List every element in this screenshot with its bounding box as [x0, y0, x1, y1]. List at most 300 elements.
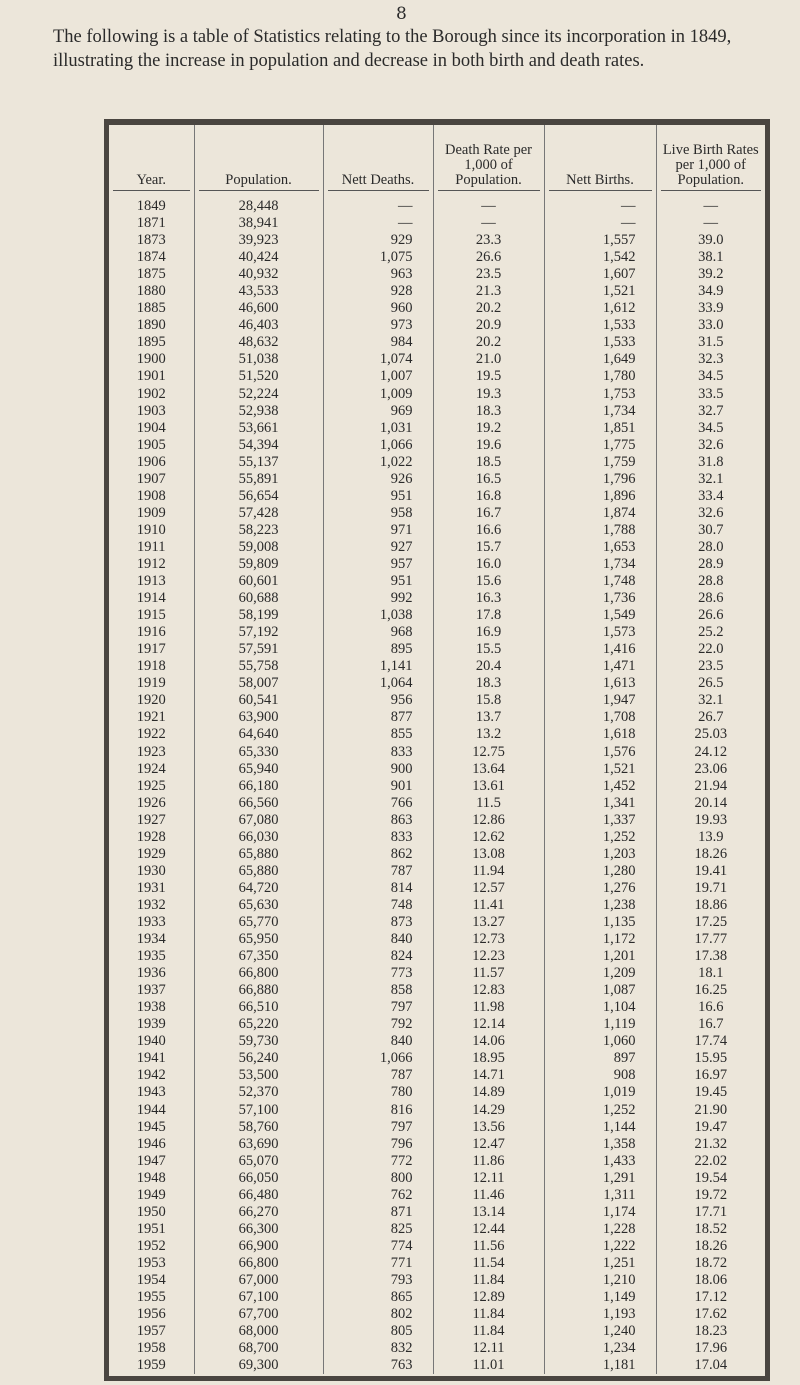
cell-year: 1927: [136, 811, 166, 828]
cell-year: 1934: [136, 931, 166, 948]
cell-year: 1943: [136, 1084, 166, 1101]
cell-year: 1901: [136, 368, 166, 385]
cell-deaths: 814: [323, 880, 433, 897]
cell-deaths: 951: [323, 573, 433, 590]
cell-year: 1919: [136, 675, 166, 692]
cell-death-rate: 12.11: [433, 1170, 544, 1187]
cell-births: 1,533: [544, 334, 656, 351]
cell-deaths: 796: [323, 1136, 433, 1153]
cell-birth-rate: 19.72: [656, 1187, 765, 1204]
cell-deaths: 927: [323, 539, 433, 556]
cell-year: 1947: [136, 1152, 166, 1169]
cell-births: 1,734: [544, 403, 656, 420]
cell-population: 57,591: [194, 641, 323, 658]
cell-deaths: —: [323, 215, 433, 232]
table-row: [109, 1221, 765, 1238]
cell-population: 66,800: [194, 1255, 323, 1272]
cell-year: 1957: [136, 1323, 166, 1340]
cell-deaths: 832: [323, 1340, 433, 1357]
cell-births: 1,172: [544, 931, 656, 948]
table-row: [109, 386, 765, 403]
cell-birth-rate: 21.32: [656, 1136, 765, 1153]
table-row: [109, 194, 765, 215]
cell-year: 1903: [136, 402, 166, 419]
cell-year: 1909: [136, 504, 166, 521]
cell-year: 1931: [136, 879, 166, 896]
table-row: [109, 829, 765, 846]
cell-population: 57,100: [194, 1101, 323, 1118]
cell-population: 65,880: [194, 846, 323, 863]
table-row: [109, 999, 765, 1016]
cell-deaths: 793: [323, 1272, 433, 1289]
cell-year: 1959: [136, 1357, 166, 1374]
cell-birth-rate: 26.6: [656, 607, 765, 624]
cell-birth-rate: 17.12: [656, 1289, 765, 1306]
cell-deaths: 771: [323, 1255, 433, 1272]
cell-birth-rate: 20.14: [656, 795, 765, 812]
cell-deaths: 855: [323, 726, 433, 743]
cell-year: 1849: [136, 198, 166, 215]
cell-birth-rate: 31.5: [656, 334, 765, 351]
table-row: [109, 1101, 765, 1118]
cell-deaths: 1,022: [323, 454, 433, 471]
cell-births: 1,135: [544, 914, 656, 931]
cell-death-rate: 12.83: [433, 982, 544, 999]
cell-death-rate: 21.0: [433, 351, 544, 368]
cell-population: 65,070: [194, 1153, 323, 1170]
cell-year: 1923: [136, 743, 166, 760]
cell-birth-rate: 17.71: [656, 1204, 765, 1221]
cell-population: 52,370: [194, 1084, 323, 1101]
cell-birth-rate: 19.41: [656, 863, 765, 880]
cell-death-rate: 14.71: [433, 1067, 544, 1084]
table-row: [109, 1255, 765, 1272]
cell-birth-rate: 18.52: [656, 1221, 765, 1238]
cell-births: 1,533: [544, 317, 656, 334]
cell-deaths: 824: [323, 948, 433, 965]
cell-population: 65,940: [194, 761, 323, 778]
cell-death-rate: 12.75: [433, 744, 544, 761]
cell-population: 66,030: [194, 829, 323, 846]
cell-births: 1,775: [544, 437, 656, 454]
cell-population: 65,770: [194, 914, 323, 931]
cell-deaths: 762: [323, 1187, 433, 1204]
cell-population: 43,533: [194, 283, 323, 300]
cell-population: 58,760: [194, 1119, 323, 1136]
cell-population: 67,080: [194, 812, 323, 829]
cell-birth-rate: 26.5: [656, 675, 765, 692]
cell-year: 1890: [136, 317, 166, 334]
cell-births: 1,087: [544, 982, 656, 999]
cell-deaths: 1,074: [323, 351, 433, 368]
cell-year: 1871: [136, 215, 166, 232]
cell-births: 1,734: [544, 556, 656, 573]
cell-year: 1938: [136, 999, 166, 1016]
cell-birth-rate: 22.0: [656, 641, 765, 658]
cell-births: 1,433: [544, 1153, 656, 1170]
cell-birth-rate: 22.02: [656, 1153, 765, 1170]
cell-year: 1874: [136, 249, 166, 266]
cell-births: 1,358: [544, 1136, 656, 1153]
table-row: [109, 1067, 765, 1084]
table-row: [109, 351, 765, 368]
table-row: [109, 300, 765, 317]
cell-births: 1,780: [544, 368, 656, 385]
table-row: [109, 1050, 765, 1067]
cell-year: 1940: [136, 1033, 166, 1050]
cell-death-rate: 11.01: [433, 1357, 544, 1374]
cell-births: 1,251: [544, 1255, 656, 1272]
table-row: [109, 846, 765, 863]
cell-deaths: 968: [323, 624, 433, 641]
cell-births: 1,222: [544, 1238, 656, 1255]
table-row: [109, 283, 765, 300]
table-row: [109, 1357, 765, 1374]
cell-population: 66,510: [194, 999, 323, 1016]
cell-death-rate: 11.84: [433, 1272, 544, 1289]
table-row: [109, 573, 765, 590]
cell-birth-rate: 32.3: [656, 351, 765, 368]
cell-year: 1873: [136, 232, 166, 249]
cell-births: 908: [544, 1067, 656, 1084]
cell-death-rate: 19.5: [433, 368, 544, 385]
cell-deaths: 1,066: [323, 437, 433, 454]
cell-birth-rate: 25.03: [656, 726, 765, 743]
cell-year: 1925: [136, 777, 166, 794]
cell-deaths: 928: [323, 283, 433, 300]
cell-birth-rate: 32.7: [656, 403, 765, 420]
cell-death-rate: 12.89: [433, 1289, 544, 1306]
cell-year: 1939: [136, 1016, 166, 1033]
cell-population: 28,448: [194, 194, 323, 215]
cell-death-rate: 12.47: [433, 1136, 544, 1153]
cell-population: 67,350: [194, 948, 323, 965]
table-row: [109, 215, 765, 232]
cell-birth-rate: 15.95: [656, 1050, 765, 1067]
cell-death-rate: 11.56: [433, 1238, 544, 1255]
cell-death-rate: 12.23: [433, 948, 544, 965]
cell-death-rate: 13.56: [433, 1119, 544, 1136]
cell-death-rate: 19.2: [433, 420, 544, 437]
cell-population: 66,560: [194, 795, 323, 812]
cell-births: 1,653: [544, 539, 656, 556]
cell-population: 60,541: [194, 692, 323, 709]
header-year: Year.: [109, 125, 194, 194]
cell-year: 1942: [136, 1067, 166, 1084]
cell-population: 66,480: [194, 1187, 323, 1204]
table-row: [109, 1323, 765, 1340]
cell-births: 1,252: [544, 829, 656, 846]
table-row: [109, 539, 765, 556]
cell-births: —: [544, 194, 656, 215]
cell-population: 66,300: [194, 1221, 323, 1238]
cell-year: 1916: [136, 624, 166, 641]
cell-deaths: 957: [323, 556, 433, 573]
header-deaths: Nett Deaths.: [323, 125, 433, 194]
cell-year: 1917: [136, 641, 166, 658]
cell-death-rate: 13.14: [433, 1204, 544, 1221]
cell-births: 1,521: [544, 761, 656, 778]
cell-birth-rate: 17.77: [656, 931, 765, 948]
table-row: [109, 1306, 765, 1323]
cell-year: 1945: [136, 1118, 166, 1135]
cell-deaths: 774: [323, 1238, 433, 1255]
cell-population: 60,688: [194, 590, 323, 607]
cell-deaths: 1,007: [323, 368, 433, 385]
cell-year: 1944: [136, 1101, 166, 1118]
cell-deaths: 858: [323, 982, 433, 999]
cell-births: 1,788: [544, 522, 656, 539]
cell-death-rate: —: [433, 194, 544, 215]
cell-birth-rate: 13.9: [656, 829, 765, 846]
cell-deaths: 900: [323, 761, 433, 778]
table-row: [109, 1204, 765, 1221]
cell-death-rate: 13.08: [433, 846, 544, 863]
cell-year: 1885: [136, 300, 166, 317]
cell-year: 1929: [136, 845, 166, 862]
cell-births: 1,193: [544, 1306, 656, 1323]
cell-year: 1906: [136, 453, 166, 470]
cell-births: 1,753: [544, 386, 656, 403]
table-row: [109, 761, 765, 778]
cell-deaths: 833: [323, 829, 433, 846]
cell-birth-rate: 19.47: [656, 1119, 765, 1136]
cell-birth-rate: 18.23: [656, 1323, 765, 1340]
table-row: [109, 334, 765, 351]
cell-year: 1924: [136, 760, 166, 777]
cell-births: 1,174: [544, 1204, 656, 1221]
cell-year: 1880: [136, 283, 166, 300]
cell-death-rate: 16.5: [433, 471, 544, 488]
cell-deaths: 963: [323, 266, 433, 283]
cell-deaths: 969: [323, 403, 433, 420]
cell-year: 1937: [136, 982, 166, 999]
cell-births: 1,452: [544, 778, 656, 795]
cell-deaths: 825: [323, 1221, 433, 1238]
cell-year: 1932: [136, 896, 166, 913]
cell-year: 1922: [136, 726, 166, 743]
table-row: [109, 658, 765, 675]
cell-population: 68,000: [194, 1323, 323, 1340]
cell-death-rate: 13.2: [433, 726, 544, 743]
cell-year: 1936: [136, 965, 166, 982]
cell-deaths: 792: [323, 1016, 433, 1033]
cell-births: 1,240: [544, 1323, 656, 1340]
cell-births: 1,549: [544, 607, 656, 624]
table-row: [109, 624, 765, 641]
cell-death-rate: 16.3: [433, 590, 544, 607]
table-row: [109, 897, 765, 914]
cell-deaths: 816: [323, 1101, 433, 1118]
cell-births: 1,276: [544, 880, 656, 897]
table-row: [109, 1170, 765, 1187]
cell-deaths: 960: [323, 300, 433, 317]
cell-death-rate: 12.57: [433, 880, 544, 897]
cell-deaths: 929: [323, 232, 433, 249]
cell-birth-rate: 33.5: [656, 386, 765, 403]
cell-population: 58,223: [194, 522, 323, 539]
cell-births: 1,311: [544, 1187, 656, 1204]
header-births: Nett Births.: [544, 125, 656, 194]
table-row: [109, 1119, 765, 1136]
cell-birth-rate: 25.2: [656, 624, 765, 641]
cell-birth-rate: 17.74: [656, 1033, 765, 1050]
cell-birth-rate: 18.86: [656, 897, 765, 914]
cell-population: 60,601: [194, 573, 323, 590]
cell-deaths: 1,066: [323, 1050, 433, 1067]
cell-births: 1,203: [544, 846, 656, 863]
table-row: [109, 726, 765, 743]
cell-deaths: 992: [323, 590, 433, 607]
cell-death-rate: 15.5: [433, 641, 544, 658]
cell-death-rate: 12.73: [433, 931, 544, 948]
table-row: [109, 317, 765, 334]
cell-deaths: 1,038: [323, 607, 433, 624]
cell-death-rate: 13.64: [433, 761, 544, 778]
table-row: [109, 931, 765, 948]
table-row: [109, 812, 765, 829]
cell-year: 1930: [136, 862, 166, 879]
cell-births: 1,019: [544, 1084, 656, 1101]
cell-death-rate: 11.41: [433, 897, 544, 914]
cell-births: —: [544, 215, 656, 232]
cell-birth-rate: 17.38: [656, 948, 765, 965]
cell-birth-rate: 39.0: [656, 232, 765, 249]
cell-birth-rate: 28.9: [656, 556, 765, 573]
cell-deaths: 901: [323, 778, 433, 795]
table-row: [109, 1084, 765, 1101]
cell-birth-rate: 39.2: [656, 266, 765, 283]
cell-population: 56,240: [194, 1050, 323, 1067]
cell-population: 51,520: [194, 368, 323, 385]
cell-deaths: 863: [323, 812, 433, 829]
table-row: [109, 556, 765, 573]
table-row: [109, 863, 765, 880]
cell-death-rate: 12.62: [433, 829, 544, 846]
cell-year: 1941: [136, 1050, 166, 1067]
table-row: [109, 1016, 765, 1033]
cell-population: 65,220: [194, 1016, 323, 1033]
cell-population: 66,800: [194, 965, 323, 982]
cell-births: 1,573: [544, 624, 656, 641]
cell-year: 1921: [136, 709, 166, 726]
cell-birth-rate: 24.12: [656, 744, 765, 761]
cell-population: 48,632: [194, 334, 323, 351]
cell-year: 1908: [136, 487, 166, 504]
cell-deaths: 797: [323, 999, 433, 1016]
cell-death-rate: 20.2: [433, 300, 544, 317]
table-row: [109, 675, 765, 692]
cell-population: 64,720: [194, 880, 323, 897]
cell-deaths: 871: [323, 1204, 433, 1221]
cell-population: 57,428: [194, 505, 323, 522]
cell-population: 55,758: [194, 658, 323, 675]
cell-birth-rate: 19.93: [656, 812, 765, 829]
cell-birth-rate: 16.7: [656, 1016, 765, 1033]
cell-death-rate: 12.14: [433, 1016, 544, 1033]
cell-births: 1,557: [544, 232, 656, 249]
cell-deaths: 984: [323, 334, 433, 351]
table-row: [109, 1238, 765, 1255]
cell-death-rate: 15.7: [433, 539, 544, 556]
cell-birth-rate: 28.6: [656, 590, 765, 607]
cell-births: 1,181: [544, 1357, 656, 1374]
cell-births: 1,708: [544, 709, 656, 726]
table-row: [109, 420, 765, 437]
cell-birth-rate: 23.06: [656, 761, 765, 778]
cell-population: 58,199: [194, 607, 323, 624]
cell-population: 38,941: [194, 215, 323, 232]
cell-deaths: 873: [323, 914, 433, 931]
cell-births: 1,649: [544, 351, 656, 368]
cell-population: 40,932: [194, 266, 323, 283]
table-row: [109, 1272, 765, 1289]
table-row: [109, 641, 765, 658]
cell-death-rate: 16.8: [433, 488, 544, 505]
table-row: [109, 1289, 765, 1306]
cell-births: 1,542: [544, 249, 656, 266]
cell-birth-rate: 18.26: [656, 846, 765, 863]
cell-death-rate: 19.6: [433, 437, 544, 454]
cell-year: 1918: [136, 658, 166, 675]
cell-births: 1,947: [544, 692, 656, 709]
cell-death-rate: 15.6: [433, 573, 544, 590]
cell-death-rate: 20.9: [433, 317, 544, 334]
cell-death-rate: 16.7: [433, 505, 544, 522]
cell-birth-rate: 34.9: [656, 283, 765, 300]
table-row: [109, 232, 765, 249]
cell-births: 1,759: [544, 454, 656, 471]
cell-birth-rate: 34.5: [656, 420, 765, 437]
cell-deaths: 862: [323, 846, 433, 863]
cell-population: 52,224: [194, 386, 323, 403]
table-row: [109, 1340, 765, 1357]
cell-population: 55,137: [194, 454, 323, 471]
cell-deaths: 805: [323, 1323, 433, 1340]
cell-population: 67,700: [194, 1306, 323, 1323]
cell-births: 1,144: [544, 1119, 656, 1136]
cell-births: 1,416: [544, 641, 656, 658]
cell-birth-rate: 28.8: [656, 573, 765, 590]
header-row: [109, 125, 765, 194]
cell-death-rate: 23.5: [433, 266, 544, 283]
cell-year: 1955: [136, 1289, 166, 1306]
header-population: Population.: [194, 125, 323, 194]
cell-death-rate: 26.6: [433, 249, 544, 266]
cell-death-rate: 11.86: [433, 1153, 544, 1170]
cell-population: 66,180: [194, 778, 323, 795]
cell-year: 1914: [136, 590, 166, 607]
cell-death-rate: 21.3: [433, 283, 544, 300]
cell-population: 59,809: [194, 556, 323, 573]
cell-year: 1907: [136, 470, 166, 487]
cell-year: 1950: [136, 1203, 166, 1220]
cell-birth-rate: 18.1: [656, 965, 765, 982]
cell-death-rate: 11.84: [433, 1306, 544, 1323]
table-row: [109, 266, 765, 283]
cell-death-rate: 13.61: [433, 778, 544, 795]
cell-birth-rate: 16.25: [656, 982, 765, 999]
cell-birth-rate: 21.90: [656, 1101, 765, 1118]
cell-death-rate: 11.46: [433, 1187, 544, 1204]
cell-deaths: 865: [323, 1289, 433, 1306]
cell-deaths: 1,075: [323, 249, 433, 266]
cell-deaths: 971: [323, 522, 433, 539]
cell-deaths: 973: [323, 317, 433, 334]
cell-births: 1,612: [544, 300, 656, 317]
cell-death-rate: 18.95: [433, 1050, 544, 1067]
header-death-rate: Death Rate per 1,000 of Population.: [433, 125, 544, 194]
